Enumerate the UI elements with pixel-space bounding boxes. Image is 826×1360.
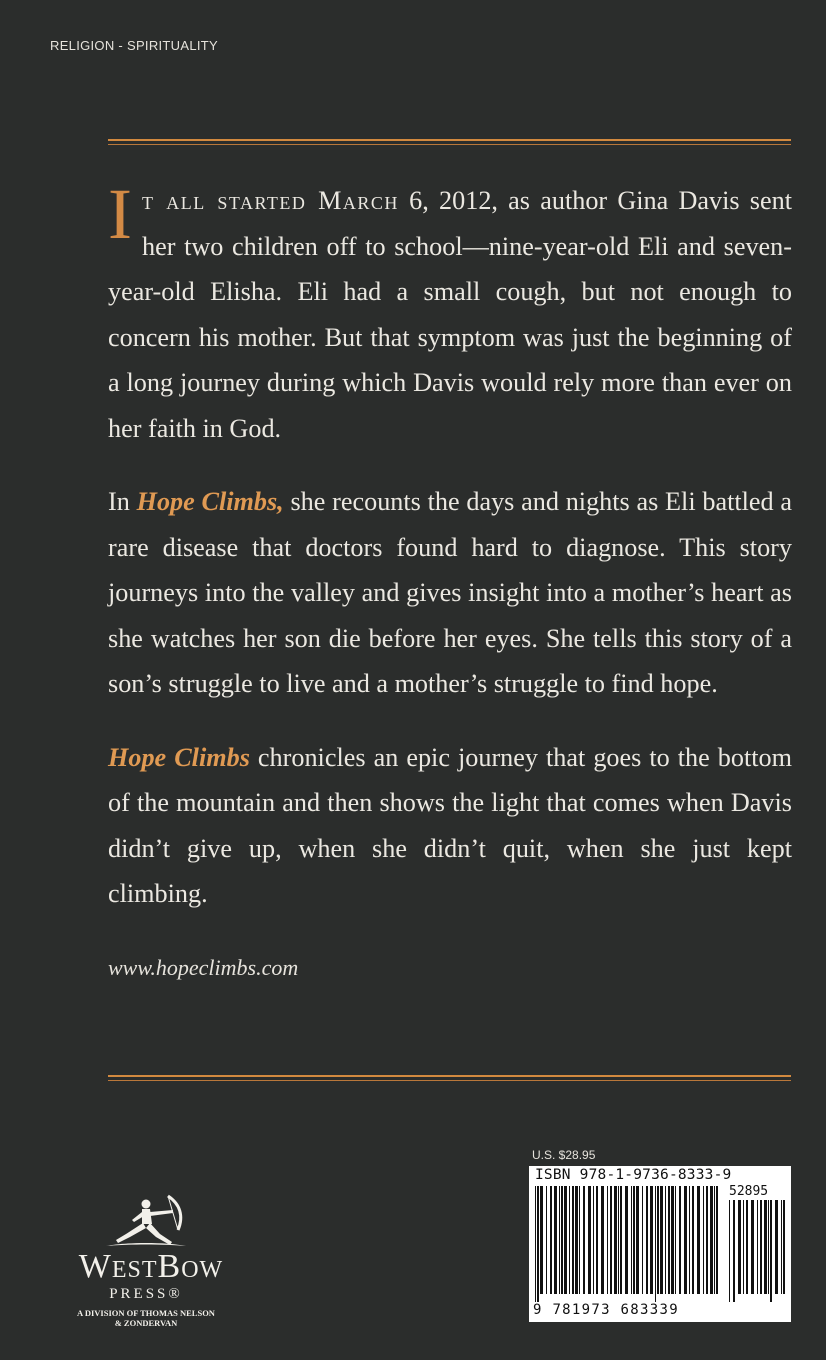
barcode-bar xyxy=(679,1186,681,1294)
barcode-bar xyxy=(775,1200,778,1294)
barcode-bar xyxy=(618,1186,619,1294)
website-url: www.hopeclimbs.com xyxy=(108,954,299,980)
price-code: 52895 xyxy=(729,1184,769,1199)
barcode-bar xyxy=(546,1186,547,1294)
drop-cap: I xyxy=(108,174,132,254)
barcode-bar xyxy=(743,1200,744,1294)
price-label: U.S. $28.95 xyxy=(532,1148,596,1162)
book-title: Hope Climbs, xyxy=(136,487,284,516)
barcode-bar xyxy=(601,1186,604,1294)
archer-icon xyxy=(46,1190,246,1252)
barcode-bar xyxy=(668,1186,670,1294)
barcode-bar xyxy=(706,1186,708,1294)
barcode-bar xyxy=(540,1186,543,1294)
barcode-bar xyxy=(614,1186,617,1294)
barcode-bar xyxy=(729,1200,730,1302)
barcode-bar xyxy=(671,1186,674,1294)
barcode-bar xyxy=(535,1186,536,1302)
paragraph-3 xyxy=(108,735,792,917)
barcode-bar xyxy=(559,1186,560,1294)
barcode-bar xyxy=(554,1186,557,1294)
barcode-bar xyxy=(593,1186,594,1294)
barcode-bar xyxy=(631,1186,632,1294)
category-label: RELIGION - SPIRITUALITY xyxy=(50,38,218,53)
barcode-bar xyxy=(620,1186,622,1294)
barcode-bar xyxy=(583,1186,585,1294)
barcode xyxy=(529,1166,791,1322)
barcode-bar xyxy=(675,1186,676,1294)
publisher-press: PRESS® xyxy=(109,1286,183,1302)
barcode-bar xyxy=(610,1186,612,1294)
barcode-bar xyxy=(625,1186,628,1294)
publisher-logo xyxy=(46,1190,246,1330)
barcode-bar xyxy=(692,1186,694,1294)
barcode-bar xyxy=(751,1200,754,1294)
barcode-bar xyxy=(770,1200,772,1302)
barcode-bar xyxy=(660,1186,663,1294)
division-line-2: & ZONDERVAN xyxy=(114,1318,178,1328)
barcode-bar xyxy=(569,1186,570,1294)
barcode-bar xyxy=(572,1186,574,1294)
barcode-bar xyxy=(757,1200,758,1294)
isbn-label: ISBN 978-1-9736-8333-9 xyxy=(535,1167,732,1183)
barcode-bar xyxy=(657,1186,659,1294)
paragraph-2-lead: In xyxy=(108,487,137,516)
barcode-bar xyxy=(607,1186,608,1294)
barcode-bar xyxy=(689,1186,690,1294)
publisher-name: WestBow xyxy=(78,1248,224,1285)
barcode-bar xyxy=(642,1186,643,1294)
barcode-bar xyxy=(783,1200,785,1294)
barcode-bar xyxy=(596,1186,598,1294)
barcode-bar xyxy=(655,1186,656,1302)
paragraph-2-text: she recounts the days and nights as Eli battled a rare disease that doctors found hard to diagnose. This story journeys into the valley and gives insight into a mother’s heart as she watches her son die before her eyes. She tells this story of a son’s struggle to live and a mother’s struggle to find hope. xyxy=(108,487,792,698)
barcode-bar xyxy=(564,1186,567,1294)
barcode-bar xyxy=(588,1186,591,1294)
price-code-bars xyxy=(727,1200,787,1302)
barcode-bar xyxy=(716,1186,718,1294)
barcode-bar xyxy=(781,1200,782,1294)
barcode-bar xyxy=(646,1186,648,1294)
paragraph-1 xyxy=(108,174,792,451)
barcode-bar xyxy=(768,1200,769,1294)
barcode-bar xyxy=(764,1200,767,1294)
barcode-bar xyxy=(710,1186,713,1294)
paragraph-1-text: 6, 2012, as author Gina Davis sent her two children off to school—nine-year-old Eli and seven-year-old Elisha. Eli had a small cough, but not enough to concern his mother. But that symptom was just the beginning of a long journey during which Davis would rely more than ever on her faith in God. xyxy=(108,186,792,443)
barcode-bar xyxy=(575,1186,578,1294)
barcode-bar xyxy=(636,1186,639,1294)
paragraph-2 xyxy=(108,479,792,707)
bottom-divider xyxy=(108,1075,791,1083)
barcode-bar xyxy=(561,1186,563,1294)
paragraph-3-text: chronicles an epic journey that goes to the bottom of the mountain and then shows the light that comes when Davis didn’t give up, when she didn’t quit, when she just kept climbing. xyxy=(108,742,792,908)
barcode-bar xyxy=(697,1186,700,1294)
barcode-bar xyxy=(550,1186,552,1294)
publisher-division xyxy=(46,1308,246,1328)
barcode-bar xyxy=(633,1186,635,1294)
barcode-bar xyxy=(665,1186,666,1294)
barcode-bar xyxy=(714,1186,715,1294)
barcode-bar xyxy=(650,1186,653,1294)
barcode-bar xyxy=(760,1200,762,1294)
barcode-bars xyxy=(533,1186,723,1302)
top-divider xyxy=(108,139,791,147)
barcode-bar xyxy=(738,1200,741,1294)
barcode-bar xyxy=(703,1186,704,1294)
barcode-bar xyxy=(579,1186,580,1294)
lead-in: t all started March xyxy=(141,186,399,215)
back-cover-blurb xyxy=(108,174,792,990)
barcode-bar xyxy=(684,1186,687,1294)
barcode-bar xyxy=(746,1200,748,1294)
division-line-1: A DIVISION OF THOMAS NELSON xyxy=(77,1308,215,1318)
book-title: Hope Climbs xyxy=(108,742,250,772)
barcode-bar xyxy=(733,1200,735,1302)
ean-number: 9 781973 683339 xyxy=(533,1302,679,1318)
barcode-bar xyxy=(537,1186,539,1302)
